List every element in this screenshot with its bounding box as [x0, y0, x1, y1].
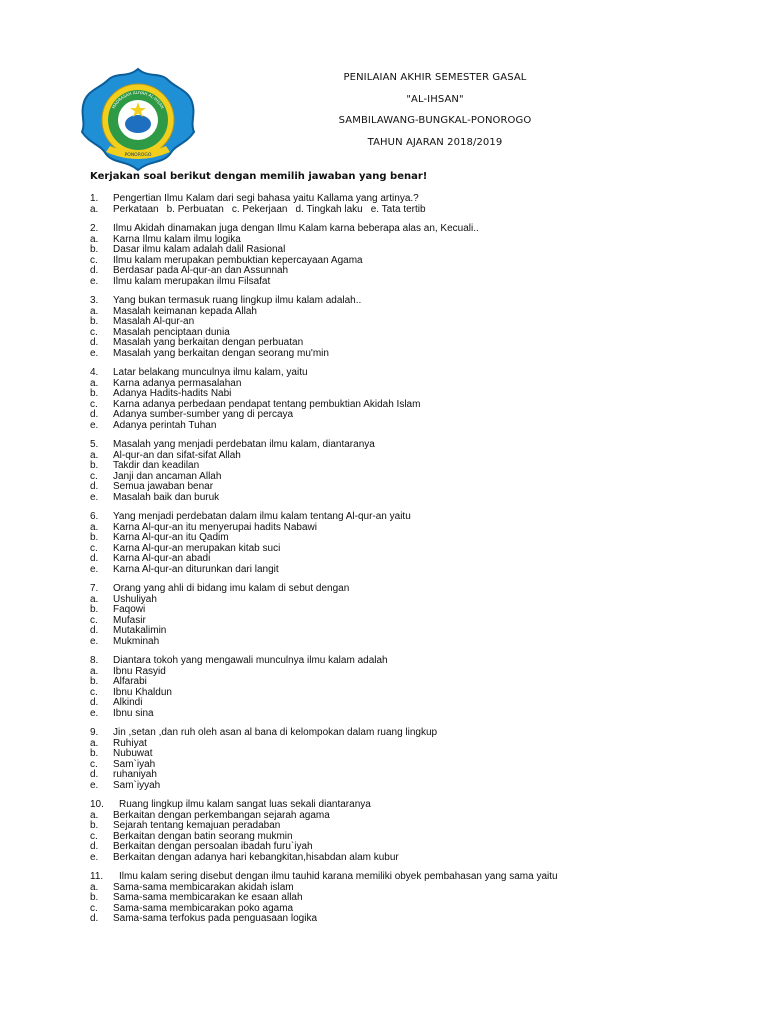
option-letter: c. [90, 470, 98, 482]
option-letter: b. [90, 460, 99, 471]
option-letter: a. [90, 737, 99, 749]
answer-option [90, 266, 740, 277]
option-letter: d. [90, 625, 99, 636]
option-letter: c. [90, 254, 98, 266]
question-text: Masalah yang menjadi perdebatan ilmu kalam, diantaranya [113, 439, 375, 450]
question-text: Yang bukan termasuk ruang lingkup ilmu kalam adalah.. [113, 295, 362, 306]
option-letter: a. [90, 809, 99, 821]
option-text: Semua jawaban benar [113, 481, 214, 492]
option-letter: c. [90, 326, 98, 338]
option-text: Mufasir [113, 614, 146, 626]
question-10 [90, 800, 740, 863]
answer-option [90, 277, 740, 288]
answer-option [90, 533, 740, 544]
option-text: Berkaitan dengan adanya hari kebangkitan,hisabdan alam kubur [113, 851, 399, 863]
option-text: Ushuliyah [113, 593, 157, 605]
option-c: c. Pekerjaan [231, 203, 288, 215]
question-number: 8. [90, 655, 99, 666]
answer-option [90, 677, 740, 688]
option-b: b. Perbuatan [166, 203, 224, 215]
option-letter: e. [90, 635, 99, 647]
logo-text-bottom: PONOROGO [124, 153, 152, 158]
option-text: Ibnu Khaldun [113, 686, 172, 698]
option-text: Alfarabi [113, 676, 147, 687]
option-text: Sam`iyyah [113, 779, 161, 791]
option-text: Karna Al-qur-an abadi [113, 553, 211, 564]
option-text: Adanya Hadits-hadits Nabi [113, 388, 232, 399]
question-number: 11. [90, 871, 104, 882]
question-11 [90, 872, 740, 925]
answer-option [90, 389, 740, 400]
option-letter: a. [90, 377, 99, 389]
option-text: Karna Al-qur-an itu menyerupai hadits Nabawi [113, 521, 317, 533]
answer-option [90, 421, 740, 432]
option-text: ruhaniyah [113, 769, 157, 780]
logo-emblem [125, 115, 151, 133]
question-text: Jin ,setan ,dan ruh oleh asan al bana di kelompokan dalam ruang lingkup [113, 727, 438, 738]
option-letter: a. [90, 881, 99, 893]
answer-option [90, 709, 740, 720]
option-letter: a. [90, 203, 99, 215]
option-text: Ilmu kalam merupakan ilmu Filsafat [113, 275, 271, 287]
option-letter: b. [90, 388, 99, 399]
option-letter: e. [90, 419, 99, 431]
option-letter: b. [90, 820, 99, 831]
option-text: Al-qur-an dan sifat-sifat Allah [113, 449, 241, 461]
question-5 [90, 440, 740, 503]
option-text: Masalah yang berkaitan dengan perbuatan [113, 337, 304, 348]
option-text: Berkaitan dengan batin seorang mukmin [113, 830, 293, 842]
option-text: Karna Ilmu kalam ilmu logika [113, 233, 241, 245]
option-letter: c. [90, 830, 98, 842]
option-letter: d. [90, 337, 99, 348]
option-letter: d. [90, 769, 99, 780]
answer-option [90, 760, 740, 771]
inline-options [90, 205, 740, 216]
question-text: Pengertian Ilmu Kalam dari segi bahasa yaitu Kallama yang artinya.? [113, 193, 419, 204]
option-text: Karna adanya perbedaan pendapat tentang pembuktian Akidah Islam [113, 398, 421, 410]
question-6 [90, 512, 740, 575]
option-text: Dasar ilmu kalam adalah dalil Rasional [113, 244, 286, 255]
answer-option [90, 410, 740, 421]
answer-option [90, 853, 740, 864]
option-text: Ibnu sina [113, 707, 154, 719]
option-a: Perkataan [113, 203, 159, 215]
option-text: Adanya sumber-sumber yang di percaya [113, 409, 294, 420]
answer-option [90, 554, 740, 565]
answer-option [90, 739, 740, 750]
option-letter: d. [90, 841, 99, 852]
option-text: Mutakalimin [113, 625, 167, 636]
option-letter: c. [90, 902, 98, 914]
answer-option [90, 349, 740, 360]
question-7 [90, 584, 740, 647]
answer-option [90, 688, 740, 699]
option-text: Karna Al-qur-an diturunkan dari langit [113, 563, 279, 575]
option-letter: a. [90, 593, 99, 605]
option-letter: d. [90, 697, 99, 708]
answer-option [90, 493, 740, 504]
answer-option [90, 770, 740, 781]
answer-option [90, 914, 740, 925]
question-text: Yang menjadi perdebatan dalam ilmu kalam tentang Al-qur-an yaitu [113, 511, 411, 522]
question-number: 4. [90, 367, 99, 378]
header-school: "AL-IHSAN" [406, 93, 464, 105]
option-text: Janji dan ancaman Allah [113, 470, 222, 482]
option-letter: e. [90, 707, 99, 719]
option-text: Karna adanya permasalahan [113, 377, 242, 389]
option-text: Karna Al-qur-an itu Qadim [113, 532, 229, 543]
answer-option [90, 749, 740, 760]
school-logo [76, 66, 200, 174]
option-letter: b. [90, 676, 99, 687]
option-text: Sam`iyah [113, 758, 156, 770]
option-letter: e. [90, 347, 99, 359]
question-3 [90, 296, 740, 359]
option-text: Sama-sama membicarakan akidah islam [113, 881, 294, 893]
option-letter: b. [90, 316, 99, 327]
option-letter: d. [90, 409, 99, 420]
option-letter: c. [90, 398, 98, 410]
option-text: Berkaitan dengan perkembangan sejarah agama [113, 809, 330, 821]
question-number: 2. [90, 223, 99, 234]
option-letter: c. [90, 542, 98, 554]
question-text: Latar belakang munculnya ilmu kalam, yaitu [113, 367, 308, 378]
option-letter: e. [90, 851, 99, 863]
option-letter: a. [90, 305, 99, 317]
answer-option [90, 482, 740, 493]
option-letter: d. [90, 265, 99, 276]
option-text: Nubuwat [113, 748, 153, 759]
header-year: TAHUN AJARAN 2018/2019 [367, 136, 503, 148]
header-address: SAMBILAWANG-BUNGKAL-PONOROGO [338, 115, 532, 126]
option-d: d. Tingkah laku [295, 203, 363, 215]
option-text: Masalah keimanan kepada Allah [113, 305, 257, 317]
option-text: Masalah baik dan buruk [113, 491, 220, 503]
option-e: e. Tata tertib [370, 203, 426, 215]
option-text: Faqowi [113, 604, 146, 615]
question-number: 10. [90, 799, 104, 810]
answer-option [90, 698, 740, 709]
logo-text-top: MADRASAH ALIYAH AL-IHSAN [110, 89, 166, 110]
answer-option [90, 781, 740, 792]
option-text: Alkindi [113, 697, 143, 708]
option-text: Masalah yang berkaitan dengan seorang mu'min [113, 347, 329, 359]
option-letter: a. [90, 665, 99, 677]
question-number: 6. [90, 511, 99, 522]
option-text: Sama-sama membicarakan poko agama [113, 902, 294, 914]
option-letter: e. [90, 563, 99, 575]
answer-option [90, 338, 740, 349]
option-letter: b. [90, 532, 99, 543]
answer-option [90, 821, 740, 832]
option-text: Sama-sama membicarakan ke esaan allah [113, 892, 303, 903]
option-letter: d. [90, 481, 99, 492]
answer-option [90, 461, 740, 472]
question-number: 7. [90, 583, 99, 594]
option-letter: c. [90, 614, 98, 626]
option-text: Sejarah tentang kemajuan peradaban [113, 820, 281, 831]
question-number: 5. [90, 439, 99, 450]
question-text: Orang yang ahli di bidang imu kalam di sebut dengan [113, 583, 350, 594]
option-letter: c. [90, 758, 98, 770]
question-4 [90, 368, 740, 431]
answer-option [90, 667, 740, 678]
instruction: Kerjakan soal berikut dengan memilih jawaban yang benar! [90, 171, 428, 182]
option-letter: b. [90, 244, 99, 255]
answer-option [90, 245, 740, 256]
option-letter: e. [90, 275, 99, 287]
question-list [90, 194, 740, 934]
answer-option [90, 565, 740, 576]
question-text: Ilmu kalam sering disebut dengan ilmu tauhid karana memiliki obyek pembahasan yang sama yaitu [119, 871, 558, 882]
question-text: Ilmu Akidah dinamakan juga dengan Ilmu Kalam karna beberapa alas an, Kecuali.. [113, 223, 479, 234]
option-text: Masalah Al-qur-an [113, 316, 195, 327]
option-letter: d. [90, 553, 99, 564]
answer-option [90, 626, 740, 637]
option-letter: d. [90, 913, 99, 924]
option-text: Mukminah [113, 635, 160, 647]
answer-option [90, 317, 740, 328]
answer-option [90, 893, 740, 904]
question-number: 1. [90, 193, 99, 204]
question-number: 3. [90, 295, 99, 306]
option-letter: b. [90, 748, 99, 759]
question-8 [90, 656, 740, 719]
question-1 [90, 194, 740, 215]
question-text: Diantara tokoh yang mengawali munculnya ilmu kalam adalah [113, 655, 388, 666]
option-text: Takdir dan keadilan [113, 460, 200, 471]
header-title: PENILAIAN AKHIR SEMESTER GASAL [343, 72, 527, 83]
question-9 [90, 728, 740, 791]
option-letter: b. [90, 604, 99, 615]
option-letter: c. [90, 686, 98, 698]
option-text: Karna Al-qur-an merupakan kitab suci [113, 542, 281, 554]
option-text: Ruhiyat [113, 737, 147, 749]
question-2 [90, 224, 740, 287]
option-letter: e. [90, 779, 99, 791]
option-text: Masalah penciptaan dunia [113, 326, 230, 338]
option-text: Ibnu Rasyid [113, 665, 166, 677]
answer-option [90, 842, 740, 853]
option-letter: b. [90, 892, 99, 903]
answer-option [90, 616, 740, 627]
option-text: Berkaitan dengan persoalan ibadah furu`iyah [113, 841, 313, 852]
option-text: Sama-sama terfokus pada penguasaan logika [113, 913, 318, 924]
document-header [290, 72, 580, 158]
option-letter: a. [90, 233, 99, 245]
option-letter: a. [90, 449, 99, 461]
option-letter: e. [90, 491, 99, 503]
answer-option [90, 637, 740, 648]
option-text: Berdasar pada Al-qur-an dan Assunnah [113, 265, 289, 276]
option-text: Adanya perintah Tuhan [113, 419, 217, 431]
option-letter: a. [90, 521, 99, 533]
option-text: Ilmu kalam merupakan pembuktian kepercayaan Agama [113, 254, 363, 266]
question-number: 9. [90, 727, 99, 738]
answer-option [90, 595, 740, 606]
question-text: Ruang lingkup ilmu kalam sangat luas sekali diantaranya [119, 799, 371, 810]
answer-option [90, 605, 740, 616]
